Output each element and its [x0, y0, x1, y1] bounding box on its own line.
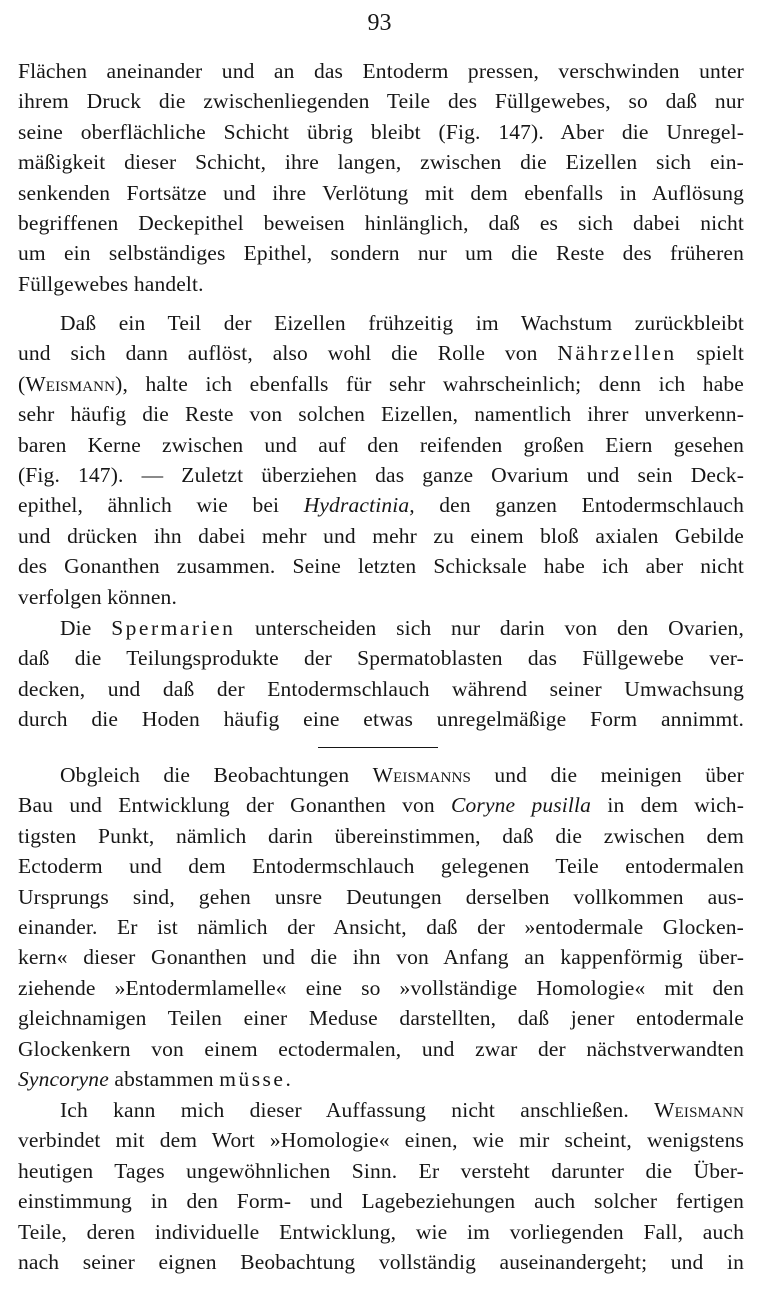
italic-species: Coryne pusilla	[451, 793, 592, 818]
text-line: Flächen aneinander und an das Entoderm pressen, verschwinden unter	[18, 59, 744, 83]
text-line: Füllgewebes handelt.	[18, 271, 204, 296]
text-line	[18, 1095, 744, 1125]
spaced-term: Nährzellen	[557, 341, 677, 366]
text-line: nach seiner eignen Beobachtung vollständig auseinandergeht; und in	[18, 1249, 744, 1274]
text-line: Ectoderm und dem Entodermschlauch gelegenen Teile entodermalen	[18, 854, 744, 879]
paragraph-homologie	[18, 1095, 744, 1277]
text-span: Die	[60, 616, 92, 640]
text-line: durch die Hoden häufig eine etwas unregelmäßige Form annimmt.	[18, 707, 744, 732]
text-line	[18, 760, 744, 790]
paragraph-naehrzellen	[18, 308, 744, 612]
text-span: Bau und Entwicklung der Gonanthen von	[18, 793, 435, 818]
paragraph-weismann-comparison	[18, 760, 744, 1094]
text-line: um ein selbständiges Epithel, sondern nur um die Reste des früheren	[18, 241, 744, 266]
text-line: Ursprungs sind, gehen unsre Deutungen derselben vollkommen aus-	[18, 884, 744, 909]
text-line: ziehende »Entodermlamelle« eine so »vollständige Homologie« mit den	[18, 975, 744, 1000]
author-name: Weismann	[25, 371, 116, 396]
text-span: Obgleich die Beobachtungen	[60, 763, 350, 787]
text-line: sehr häufig die Reste von solchen Eizellen, namentlich ihrer unverkenn-	[18, 402, 744, 427]
spaced-term: müsse.	[219, 1066, 294, 1091]
text-span: unterscheiden sich nur darin von den Ovarien,	[255, 616, 744, 640]
text-span: abstammen	[114, 1066, 214, 1091]
text-line: kern« dieser Gonanthen und die ihn von Anfang an kappenförmig über-	[18, 945, 744, 970]
text-line: des Gonanthen zusammen. Seine letzten Schicksale habe ich aber nicht	[18, 554, 744, 579]
text-line: verbindet mit dem Wort »Homologie« einen, wie mir scheint, wenigstens	[18, 1128, 744, 1153]
text-line: verfolgen können.	[18, 584, 177, 609]
text-span: und die meinigen über	[494, 763, 744, 787]
text-line: baren Kerne zwischen und auf den reifenden großen Eiern gesehen	[18, 432, 744, 457]
text-line	[18, 613, 744, 643]
text-line: seine oberflächliche Schicht übrig bleibt (Fig. 147). Aber die Unregel-	[18, 119, 744, 144]
text-span: ), halte ich ebenfalls für sehr wahrscheinlich; denn ich habe	[115, 371, 744, 396]
text-span: in dem wich-	[607, 793, 745, 818]
paragraph-spermarien	[18, 613, 744, 735]
author-name: Weismanns	[372, 763, 471, 787]
text-line: Glockenkern von einem ectodermalen, und zwar der nächstverwandten	[18, 1036, 744, 1061]
page-number: 93	[367, 10, 392, 36]
paragraph-continuation	[18, 56, 744, 299]
text-span: (	[18, 371, 26, 396]
text-line: senkenden Fortsätze und ihre Verlötung mit dem ebenfalls in Auflösung	[18, 180, 744, 205]
text-span: und sich dann auflöst, also wohl die Rolle von	[18, 341, 538, 366]
italic-genus: Hydractinia,	[303, 493, 415, 518]
author-name: Weismann	[654, 1098, 744, 1122]
text-line: (Fig. 147). — Zuletzt überziehen das ganze Ovarium und sein Deck-	[18, 462, 744, 487]
text-line: ihrem Druck die zwischenliegenden Teile des Füllgewebes, so daß nur	[18, 89, 744, 114]
text-line	[18, 369, 744, 399]
text-line: decken, und daß der Entodermschlauch während seiner Umwachsung	[18, 676, 744, 701]
text-span: Ich kann mich dieser Auffassung nicht anschließen.	[60, 1098, 629, 1122]
text-line	[18, 790, 744, 820]
text-span: epithel, ähnlich wie bei	[18, 493, 280, 518]
spaced-term: Spermarien	[111, 616, 236, 640]
section-divider	[318, 747, 438, 748]
text-line: gleichnamigen Teilen einer Meduse darstellten, daß jener entodermale	[18, 1006, 744, 1031]
text-span: spielt	[696, 341, 744, 366]
text-line: begriffenen Deckepithel beweisen hinlänglich, daß es sich dabei nicht	[18, 210, 744, 235]
text-line	[18, 490, 744, 520]
text-line: daß die Teilungsprodukte der Spermatoblasten das Füllgewebe ver-	[18, 646, 744, 671]
text-line: einstimmung in den Form- und Lagebeziehungen auch solcher fertigen	[18, 1189, 744, 1214]
text-line: Daß ein Teil der Eizellen frühzeitig im Wachstum zurückbleibt	[60, 311, 744, 335]
italic-genus: Syncoryne	[18, 1066, 109, 1091]
text-line	[18, 1064, 744, 1094]
text-line: tigsten Punkt, nämlich darin übereinstimmen, daß die zwischen dem	[18, 823, 744, 848]
text-line: heutigen Tages ungewöhnlichen Sinn. Er versteht darunter die Über-	[18, 1158, 744, 1183]
text-line: Teile, deren individuelle Entwicklung, wie im vorliegenden Fall, auch	[18, 1219, 744, 1244]
text-line: mäßigkeit dieser Schicht, ihre langen, zwischen die Eizellen sich ein-	[18, 150, 744, 175]
text-span: den ganzen Entodermschlauch	[439, 493, 744, 518]
text-line: einander. Er ist nämlich der Ansicht, daß der »entodermale Glocken-	[18, 914, 744, 939]
text-line	[18, 338, 744, 368]
text-line: und drücken ihn dabei mehr und mehr zu einem bloß axialen Gebilde	[18, 523, 744, 548]
